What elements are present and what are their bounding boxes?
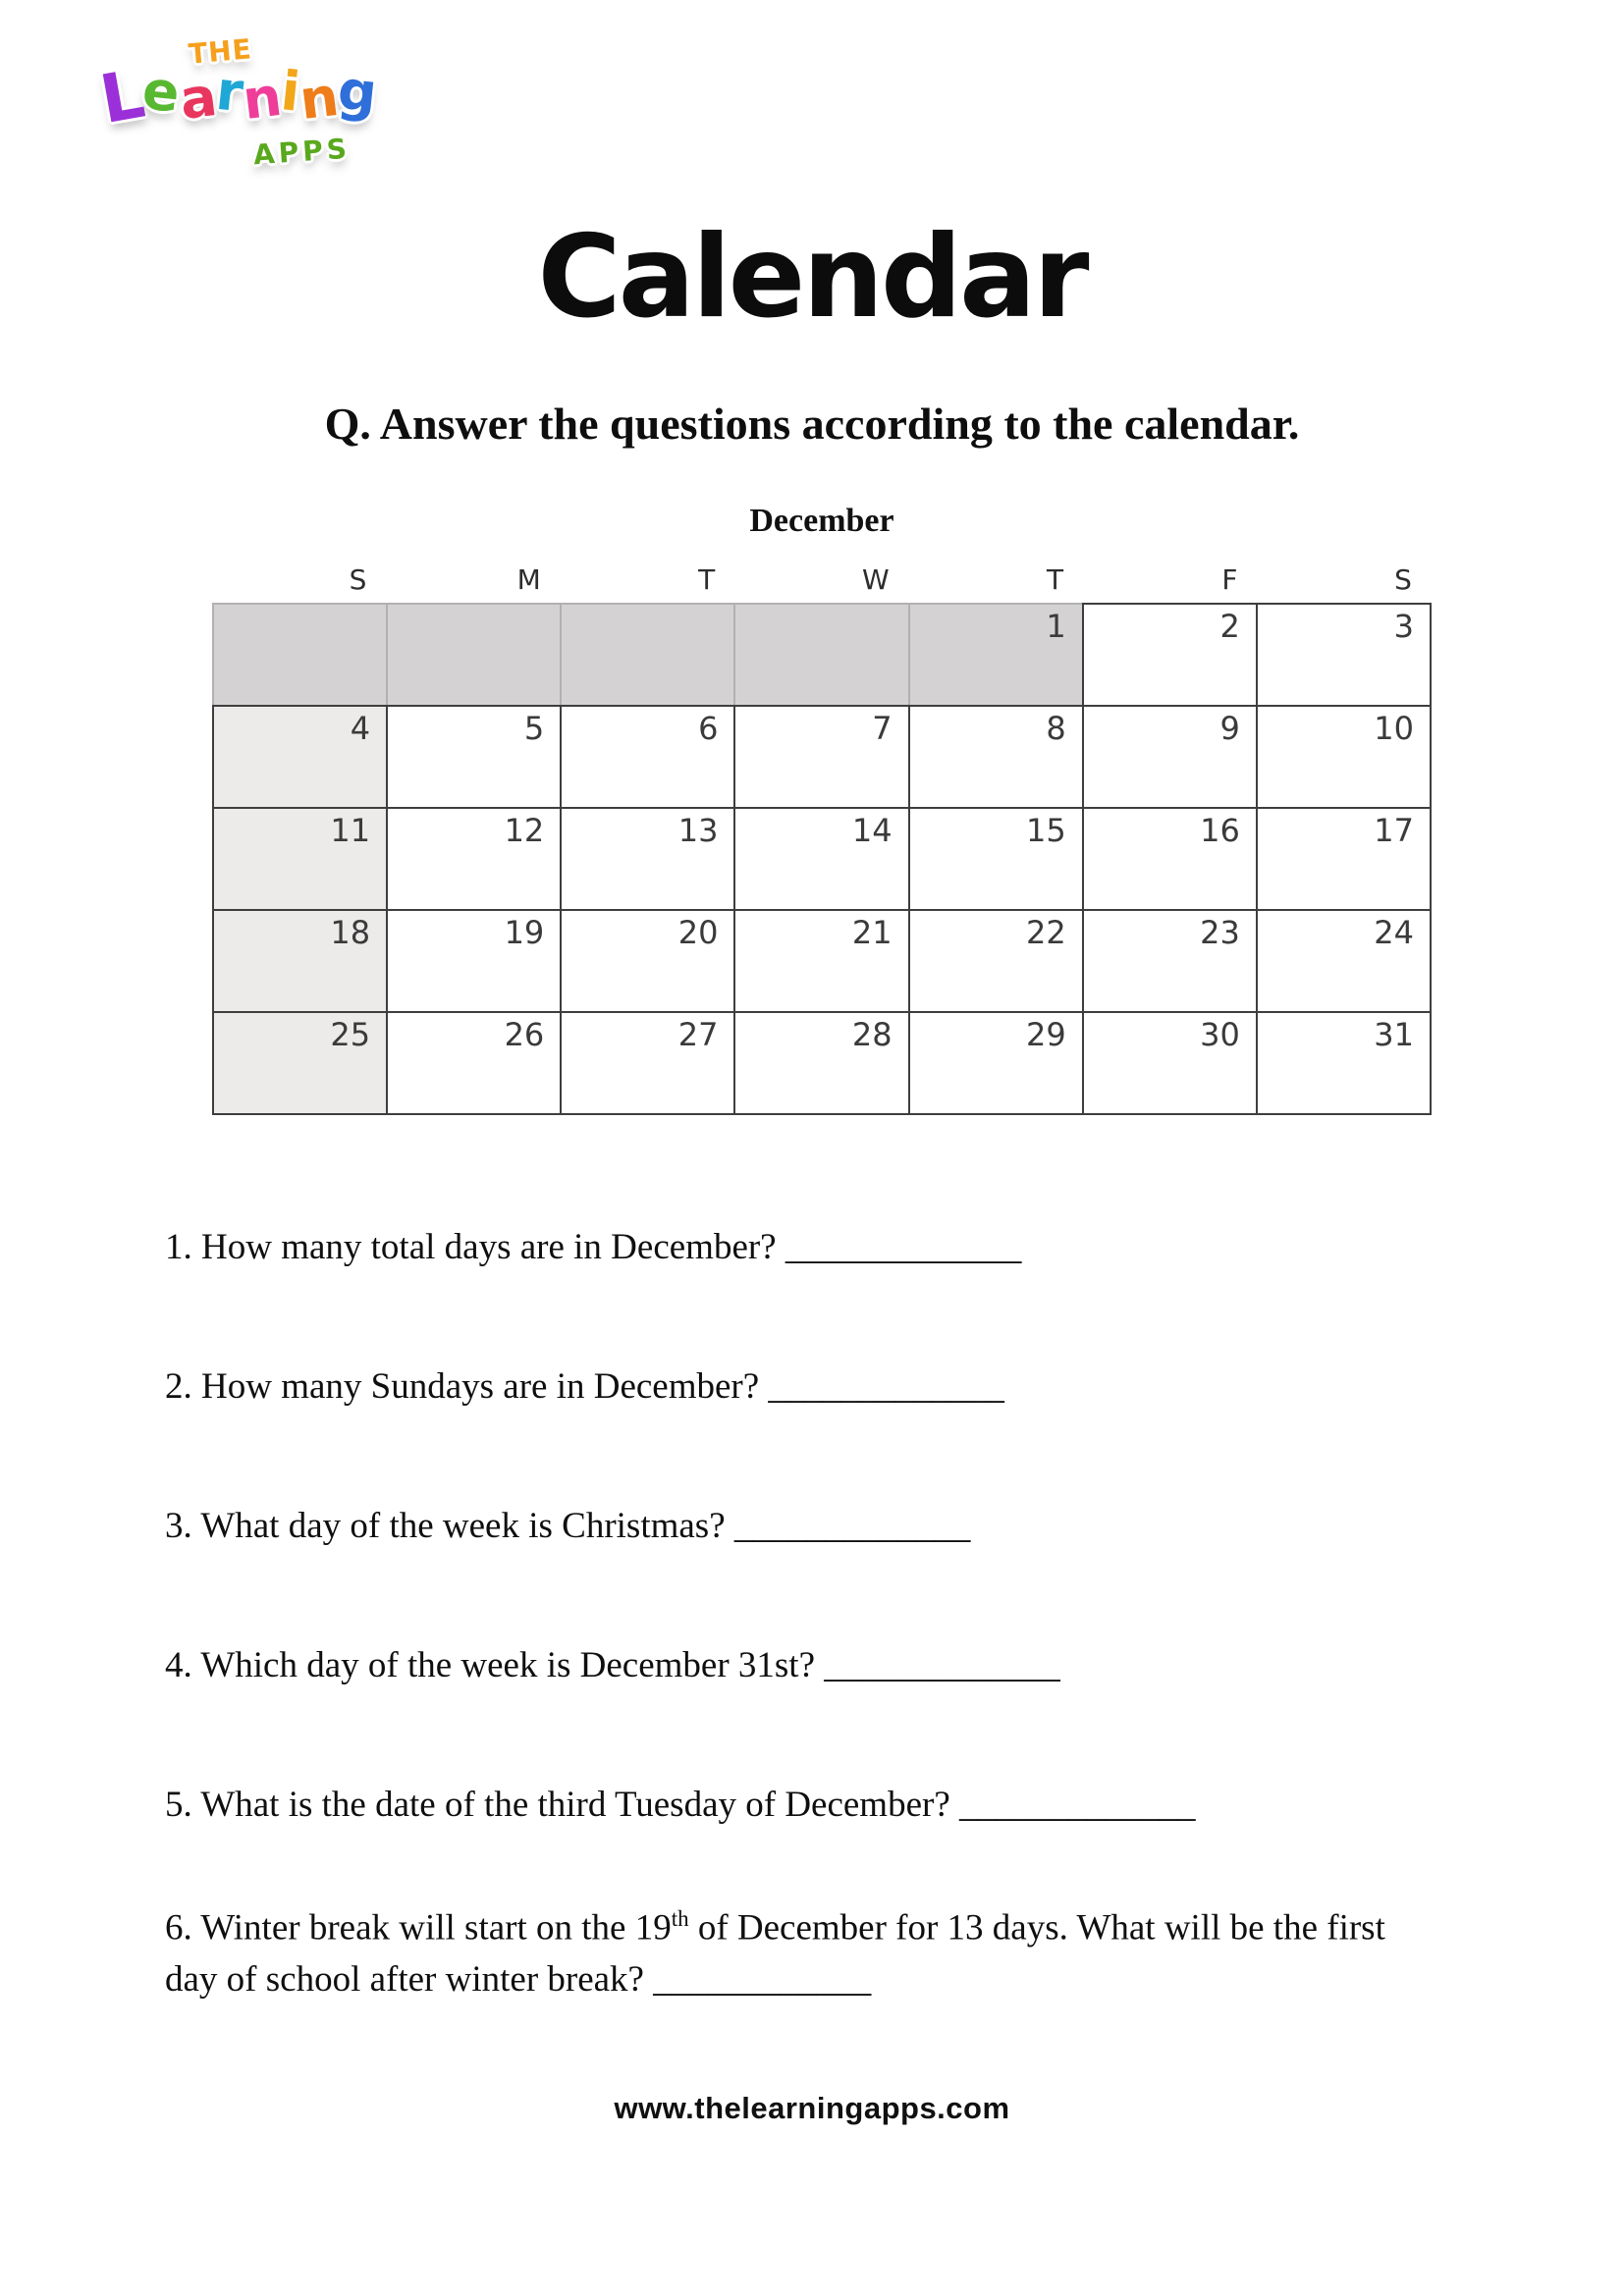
calendar-empty-cell: [387, 604, 561, 706]
calendar-day-cell-3: 3: [1257, 604, 1431, 706]
calendar-day-cell-16: 16: [1083, 808, 1257, 910]
day-of-week-header: T: [698, 563, 716, 596]
question-2: 2. How many Sundays are in December? _____________: [165, 1366, 1004, 1407]
logo-word-apps: APPS: [251, 132, 352, 172]
calendar-week-row: [213, 604, 1431, 706]
calendar-empty-cell: [213, 604, 387, 706]
logo-word-learning: [94, 53, 381, 140]
day-of-week-header: S: [1394, 563, 1412, 596]
logo-letter: g: [335, 58, 381, 125]
calendar-day-cell-28: 28: [734, 1012, 908, 1114]
questions-list: [165, 1223, 1434, 2096]
calendar-day-cell-5: 5: [387, 706, 561, 808]
calendar-day-cell-1: 1: [909, 604, 1083, 706]
calendar-day-cell-11: 11: [213, 808, 387, 910]
calendar-day-cell-25: 25: [213, 1012, 387, 1114]
calendar-day-cell-31: 31: [1257, 1012, 1431, 1114]
calendar-empty-cell: [734, 604, 908, 706]
calendar-day-cell-14: 14: [734, 808, 908, 910]
calendar-day-cell-18: 18: [213, 910, 387, 1012]
calendar-day-cell-8: 8: [909, 706, 1083, 808]
calendar-week-row: [213, 910, 1431, 1012]
calendar-day-cell-24: 24: [1257, 910, 1431, 1012]
calendar-day-cell-6: 6: [561, 706, 734, 808]
day-of-week-header: T: [1047, 563, 1064, 596]
question-6-text: 6. Winter break will start on the 19: [165, 1907, 672, 1949]
calendar-day-cell-30: 30: [1083, 1012, 1257, 1114]
calendar-month-title: December: [749, 503, 894, 539]
calendar-day-cell-13: 13: [561, 808, 734, 910]
calendar-day-cell-17: 17: [1257, 808, 1431, 910]
calendar-day-cell-9: 9: [1083, 706, 1257, 808]
december-calendar-table: [212, 603, 1432, 1115]
question-6-text: of December for 13 days. What will be the first day of school after winter break? ____________: [165, 1907, 1385, 2001]
page-title: Calendar: [537, 211, 1087, 344]
question-3: 3. What day of the week is Christmas? _____________: [165, 1506, 971, 1546]
question-6-superscript: th: [671, 1906, 689, 1931]
calendar-day-cell-12: 12: [387, 808, 561, 910]
calendar-day-cell-23: 23: [1083, 910, 1257, 1012]
calendar-day-cell-27: 27: [561, 1012, 734, 1114]
question-5: 5. What is the date of the third Tuesday of December? _____________: [165, 1785, 1196, 1825]
day-of-week-header: M: [516, 563, 541, 596]
calendar-day-cell-26: 26: [387, 1012, 561, 1114]
question-6: [165, 1893, 1434, 2005]
logo-letter: n: [239, 64, 286, 133]
calendar-day-cell-15: 15: [909, 808, 1083, 910]
day-of-week-header: W: [862, 563, 890, 596]
calendar-week-row: [213, 1012, 1431, 1114]
logo-letter: a: [176, 64, 220, 133]
learning-apps-logo: [96, 33, 410, 186]
calendar-day-cell-2: 2: [1083, 604, 1257, 706]
logo-letter: n: [296, 64, 343, 133]
logo-letter: r: [212, 58, 246, 125]
logo-letter: e: [139, 58, 184, 125]
question-heading: Q. Answer the questions according to the calendar.: [324, 399, 1300, 449]
footer-website-url: www.thelearningapps.com: [614, 2091, 1010, 2125]
logo-letter: L: [94, 55, 150, 140]
calendar-grid-body: [213, 604, 1431, 1114]
calendar-week-row: [213, 808, 1431, 910]
calendar-day-cell-20: 20: [561, 910, 734, 1012]
logo-letter: i: [278, 59, 303, 124]
calendar-day-cell-22: 22: [909, 910, 1083, 1012]
calendar-day-cell-21: 21: [734, 910, 908, 1012]
calendar-day-cell-7: 7: [734, 706, 908, 808]
question-4: 4. Which day of the week is December 31st? _____________: [165, 1645, 1060, 1685]
day-header-row: [212, 558, 1432, 603]
day-of-week-header: F: [1221, 563, 1238, 596]
logo-word-the: THE: [187, 32, 253, 71]
calendar-day-cell-10: 10: [1257, 706, 1431, 808]
calendar-day-cell-29: 29: [909, 1012, 1083, 1114]
calendar-week-row: [213, 706, 1431, 808]
calendar-day-cell-19: 19: [387, 910, 561, 1012]
question-1: 1. How many total days are in December? _____________: [165, 1227, 1022, 1267]
calendar-empty-cell: [561, 604, 734, 706]
day-of-week-header: S: [349, 563, 367, 596]
calendar-day-cell-4: 4: [213, 706, 387, 808]
